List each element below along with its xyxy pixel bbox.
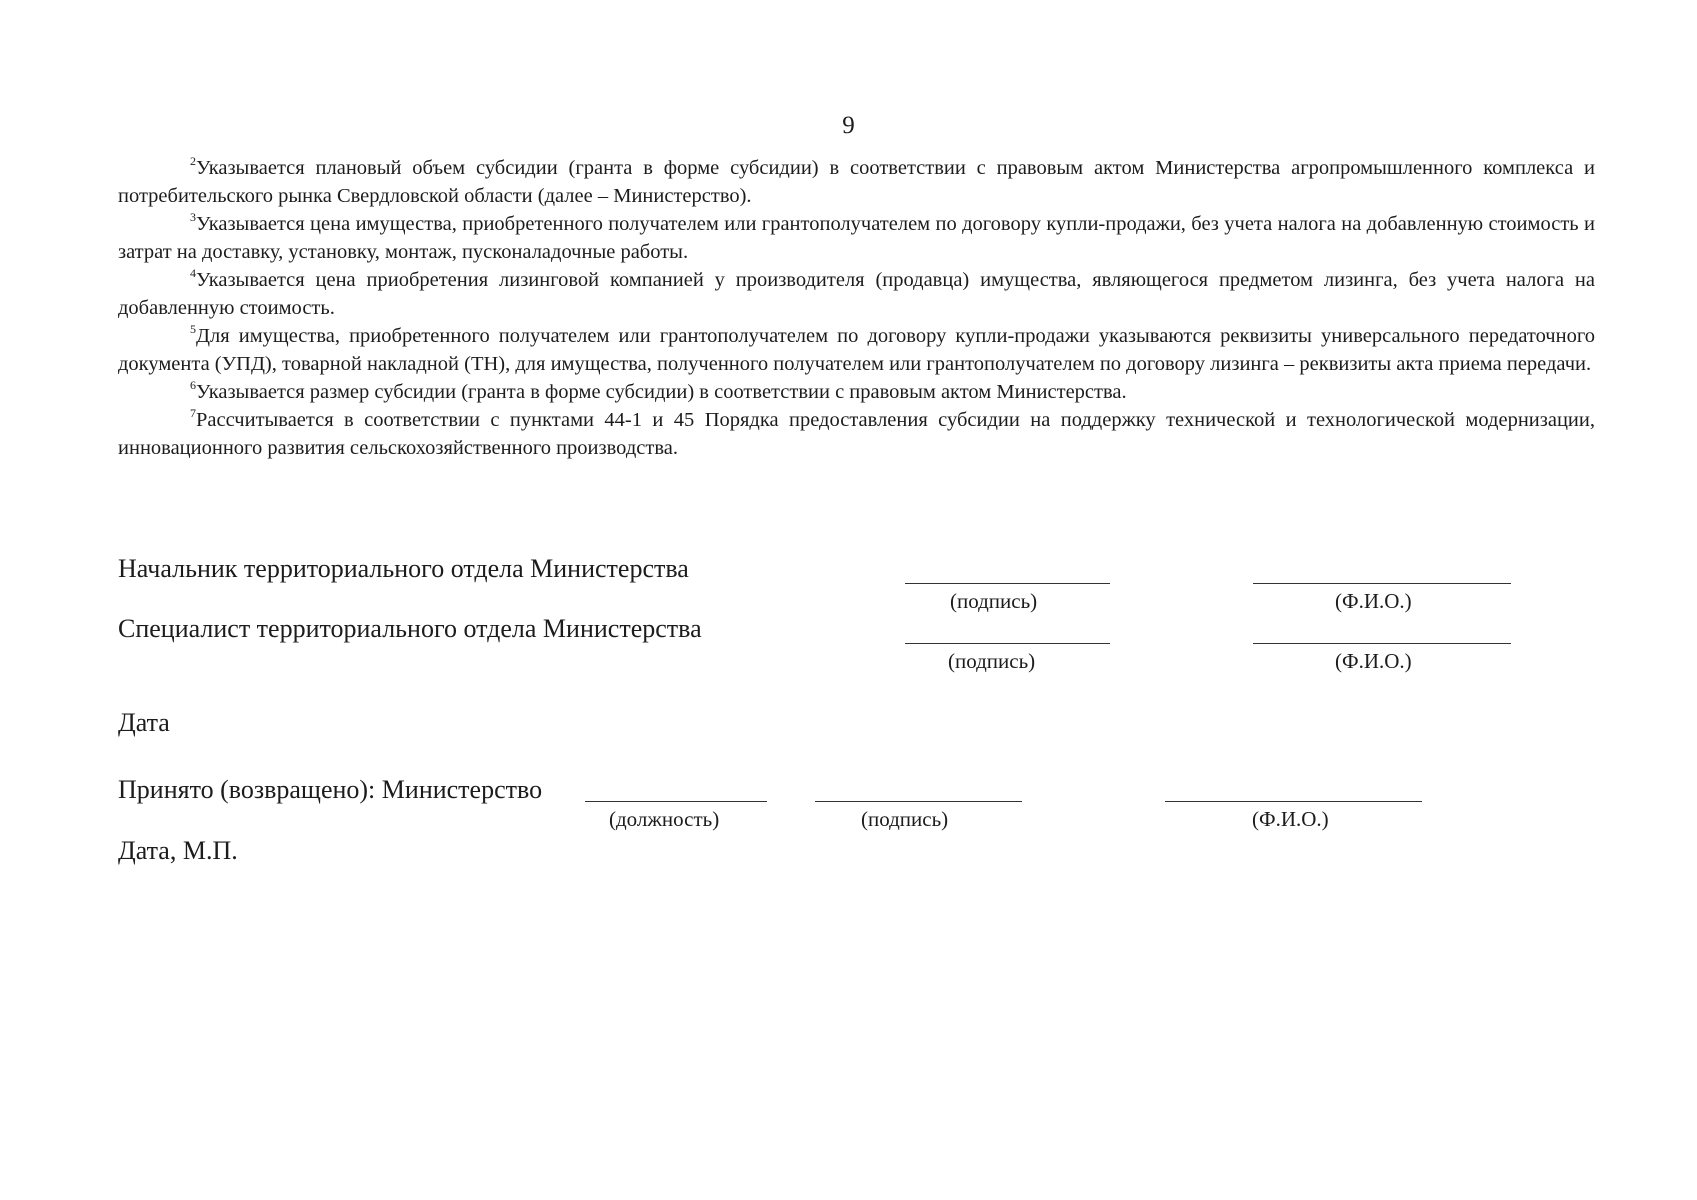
footnote-text: Для имущества, приобретенного получателем или грантополучателем по договору купли-продажи указываются реквизиты универсального передаточного документа (УПД), товарной накладной (ТН), для имущества, полученного получателем или грантополучателем по договору лизинга – реквизиты акта приема передачи. [118, 325, 1595, 375]
date-label: Дата [118, 708, 170, 737]
footnote-3 [118, 210, 1595, 266]
head-label: Начальник территориального отдела Министерства [118, 554, 689, 583]
footnote-text: Указывается размер субсидии (гранта в форме субсидии) в соответствии с правовым актом Министерства. [196, 381, 1127, 403]
footnote-marker: 5 [190, 322, 196, 336]
page-number: 9 [842, 112, 855, 139]
specialist-signature-caption: (подпись) [948, 649, 1036, 673]
head-signature-caption: (подпись) [950, 589, 1038, 613]
footnote-marker: 6 [190, 378, 196, 392]
accepted-label: Принято (возвращено): Министерство [118, 775, 543, 804]
specialist-signature-line[interactable] [905, 643, 1110, 644]
footnote-marker: 2 [190, 154, 196, 168]
head-name-caption: (Ф.И.О.) [1335, 589, 1412, 613]
specialist-label: Специалист территориального отдела Министерства [118, 614, 702, 643]
footnote-marker: 4 [190, 266, 196, 280]
footnote-7 [118, 406, 1595, 462]
specialist-name-line[interactable] [1253, 643, 1511, 644]
accepted-position-line[interactable] [585, 801, 767, 802]
footnote-text: Указывается цена имущества, приобретенного получателем или грантополучателем по договору купли-продажи, без учета налога на добавленную стоимость и затрат на доставку, установку, монтаж, пусконаладочные работы. [118, 213, 1595, 263]
footnote-6 [118, 378, 1595, 406]
accepted-name-caption: (Ф.И.О.) [1252, 807, 1329, 831]
footnote-4 [118, 266, 1595, 322]
footnote-text: Рассчитывается в соответствии с пунктами 44-1 и 45 Порядка предоставления субсидии на поддержку технической и технологической модернизации, инновационного развития сельскохозяйственного производства. [118, 409, 1595, 459]
footnote-text: Указывается цена приобретения лизинговой компанией у производителя (продавца) имущества, являющегося предметом лизинга, без учета налога на добавленную стоимость. [118, 269, 1595, 319]
footnote-marker: 7 [190, 406, 196, 420]
footnote-text: Указывается плановый объем субсидии (гранта в форме субсидии) в соответствии с правовым актом Министерства агропромышленного комплекса и потребительского рынка Свердловской области (далее – Министерство). [118, 157, 1595, 207]
accepted-name-line[interactable] [1165, 801, 1422, 802]
accepted-signature-line[interactable] [815, 801, 1022, 802]
accepted-position-caption: (должность) [609, 807, 720, 831]
specialist-name-caption: (Ф.И.О.) [1335, 649, 1412, 673]
footnote-marker: 3 [190, 210, 196, 224]
footnotes-block [118, 154, 1595, 462]
date-stamp-label: Дата, М.П. [118, 836, 238, 865]
footnote-2 [118, 154, 1595, 210]
accepted-signature-caption: (подпись) [861, 807, 949, 831]
head-name-line[interactable] [1253, 583, 1511, 584]
footnote-5 [118, 322, 1595, 378]
head-signature-line[interactable] [905, 583, 1110, 584]
